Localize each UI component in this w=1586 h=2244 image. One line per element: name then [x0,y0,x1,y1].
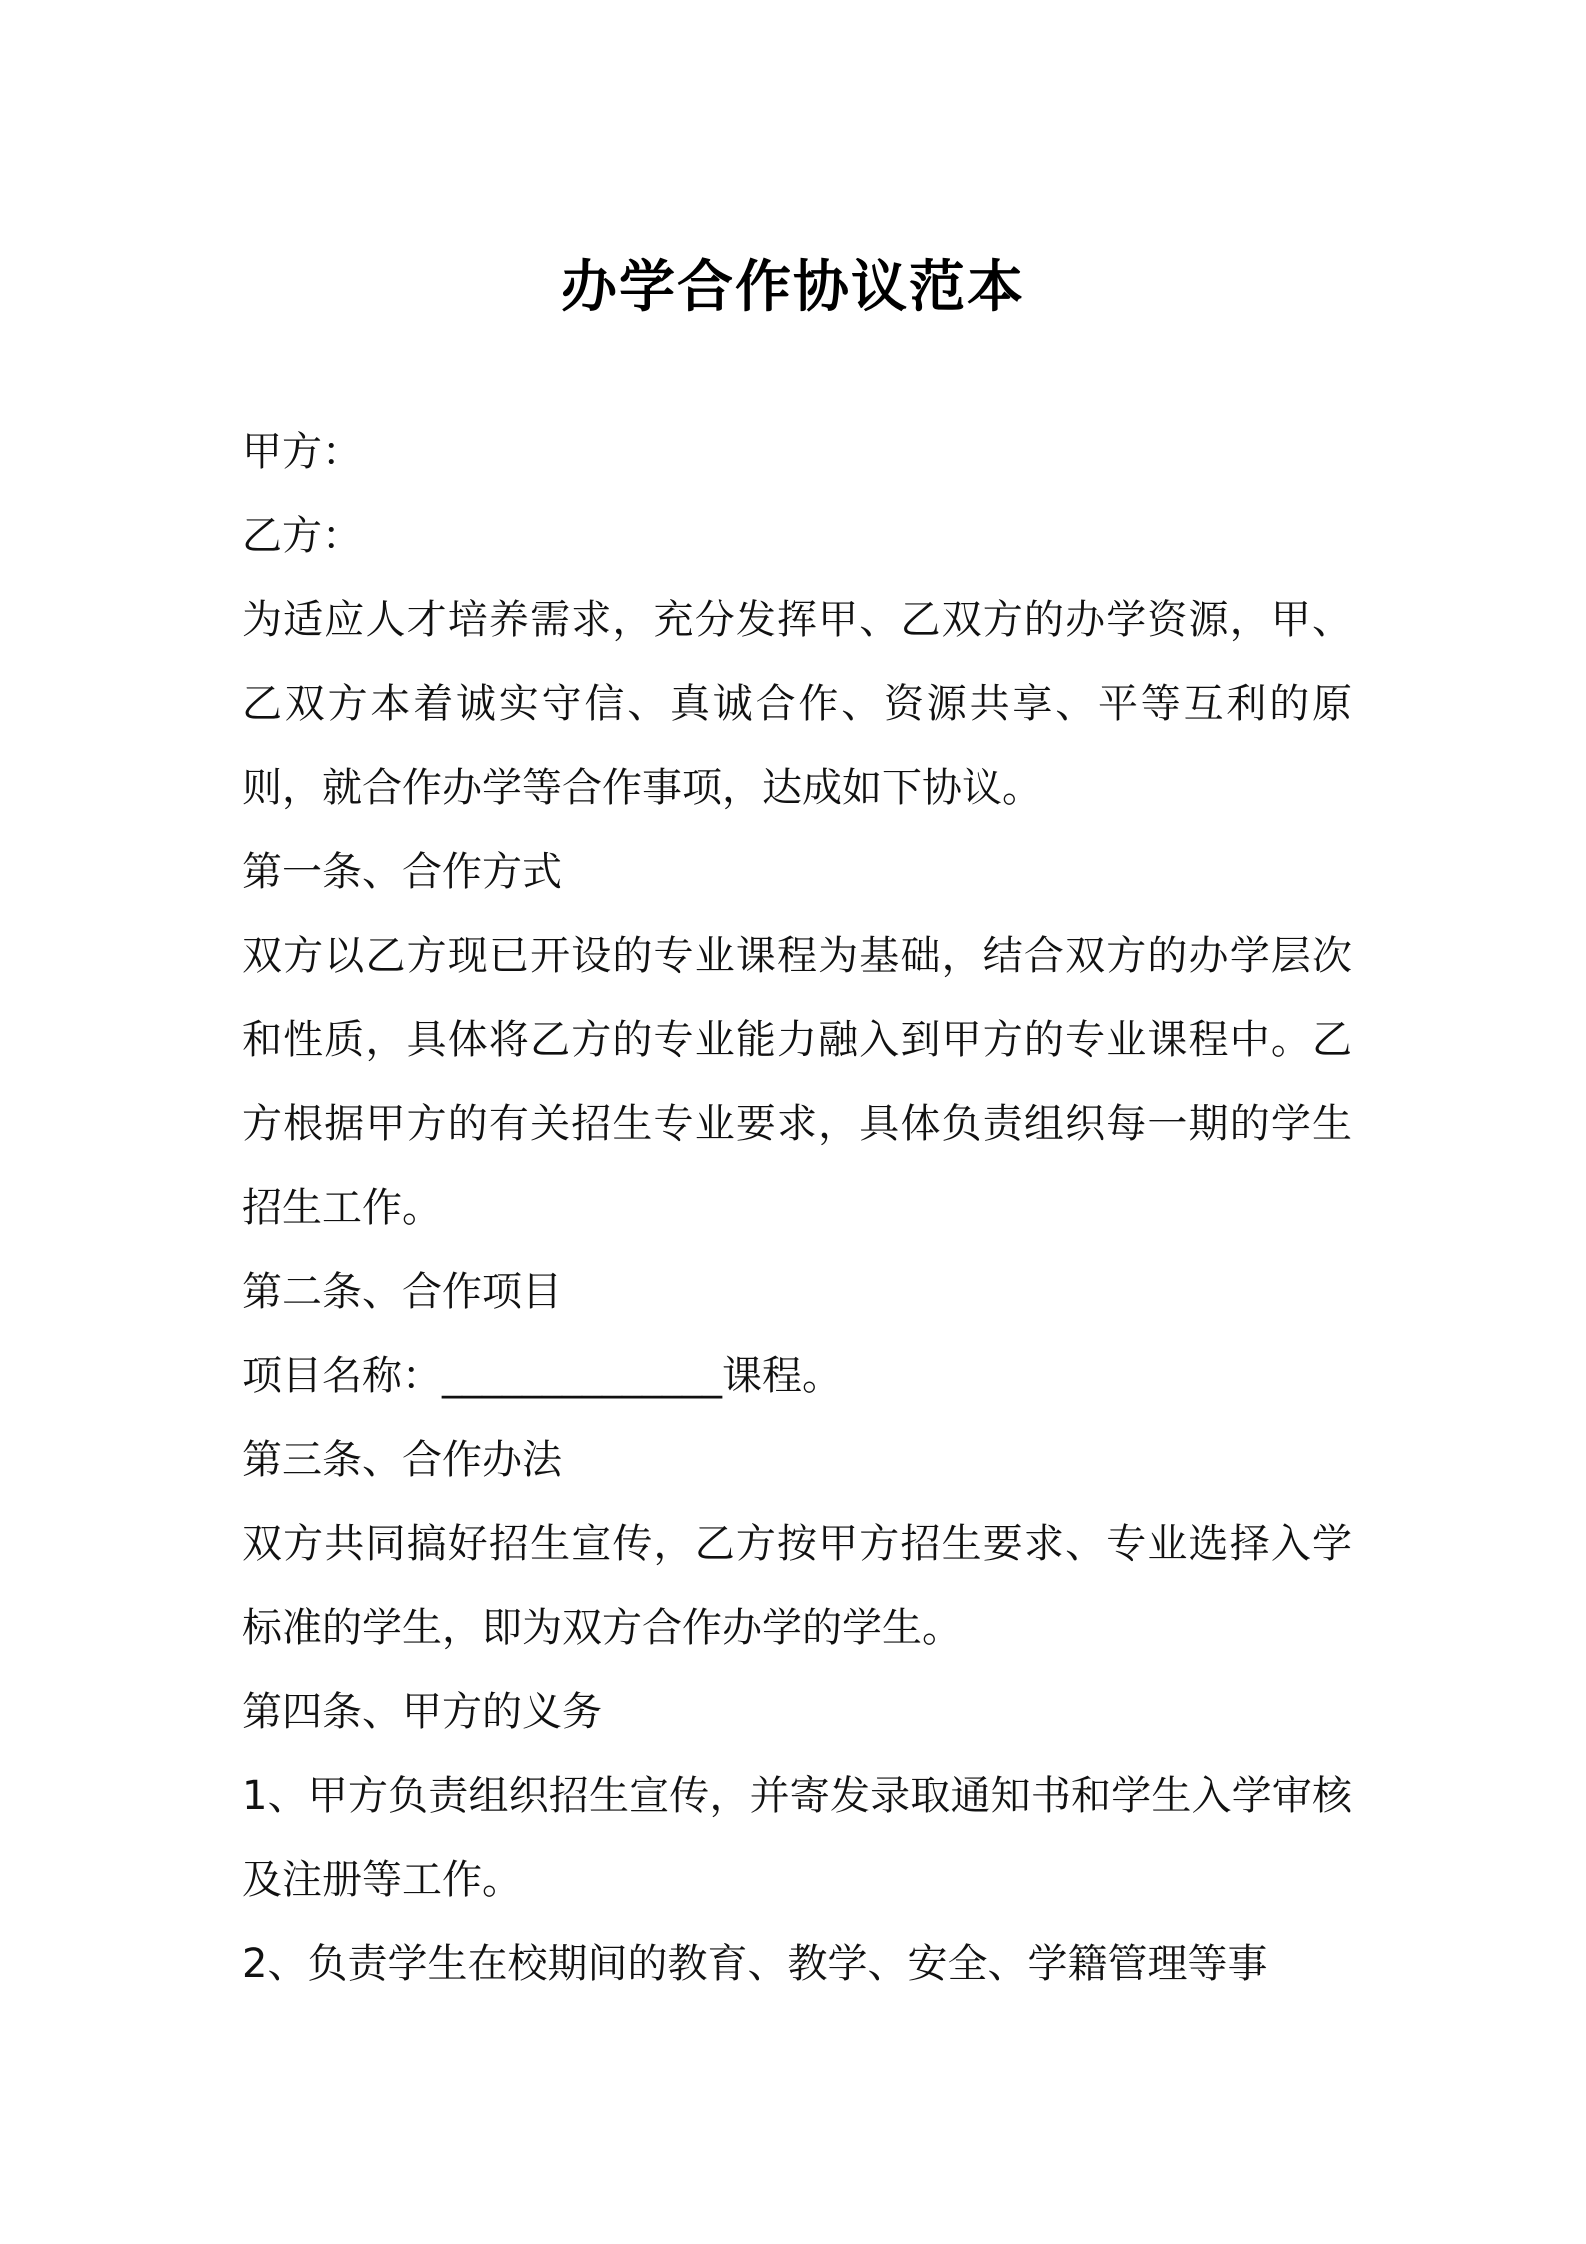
preamble-paragraph: 为适应人才培养需求，充分发挥甲、乙双方的办学资源，甲、乙双方本着诚实守信、真诚合作、资源共享、平等互利的原则，就合作办学等合作事项，达成如下协议。 [242,597,1352,811]
document-title: 办学合作协议范本 [561,255,1025,320]
article-4-item-1: 1、甲方负责组织招生宣传，并寄发录取通知书和学生入学审核及注册等工作。 [242,1773,1352,1903]
article-4-heading: 第四条、甲方的义务 [242,1689,602,1735]
article-3-paragraph: 双方共同搞好招生宣传，乙方按甲方招生要求、专业选择入学标准的学生，即为双方合作办学的学生。 [242,1521,1352,1651]
article-1-heading: 第一条、合作方式 [242,849,562,895]
article-1-paragraph: 双方以乙方现已开设的专业课程为基础，结合双方的办学层次和性质，具体将乙方的专业能力融入到甲方的专业课程中。乙方根据甲方的有关招生专业要求，具体负责组织每一期的学生招生工作。 [242,933,1352,1231]
document-body [242,410,1352,2006]
project-name-line: 项目名称：______________课程。 [242,1353,842,1399]
article-3-heading: 第三条、合作办法 [242,1437,562,1483]
party-a-line: 甲方： [242,429,362,475]
article-4-item-2: 2、负责学生在校期间的教育、教学、安全、学籍管理等事 [242,1941,1268,1987]
article-2-heading: 第二条、合作项目 [242,1269,562,1315]
party-b-line: 乙方： [242,513,362,559]
